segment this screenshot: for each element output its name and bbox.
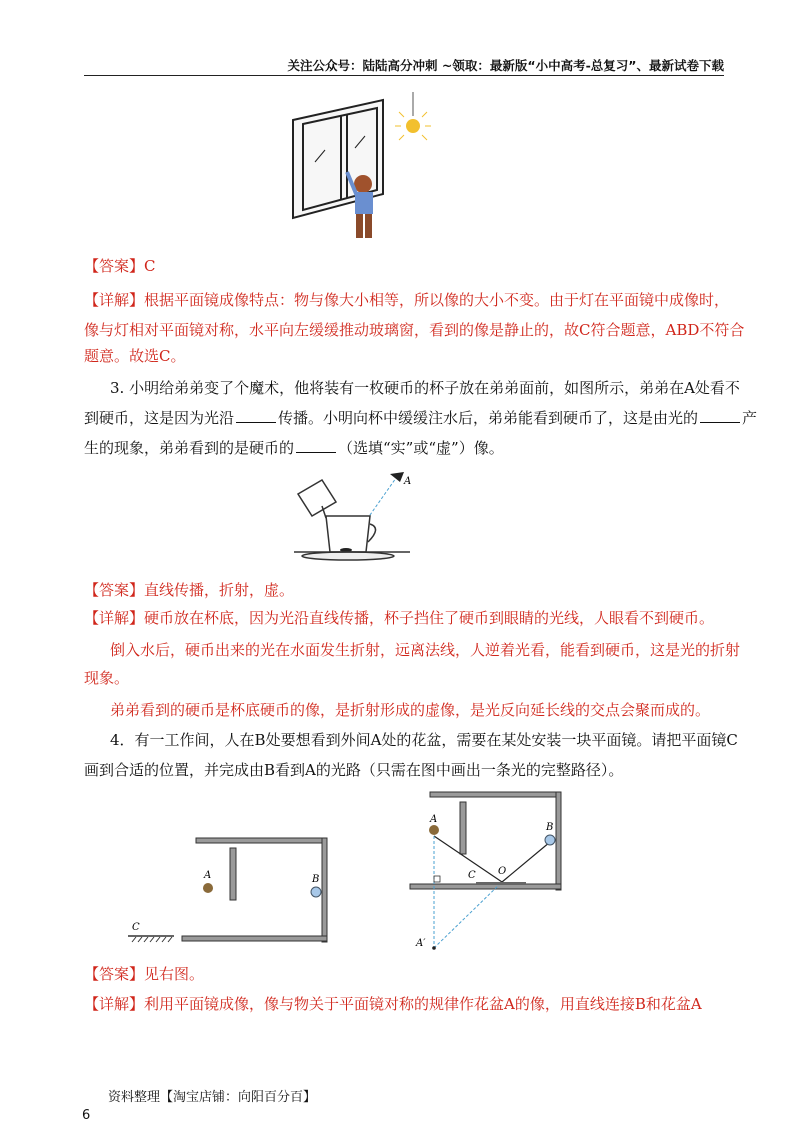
room-walls	[410, 792, 561, 890]
page-number: 6	[82, 1108, 91, 1123]
right-angle-mark	[434, 876, 440, 882]
q2-detail-line-1: 【详解】根据平面镜成像特点：物与像大小相等，所以像的大小不变。由于灯在平面镜中成像时，	[84, 291, 730, 309]
room-figure-left	[126, 832, 336, 950]
q2-answer: 【答案】C	[84, 257, 156, 275]
q3-detail-line-2: 倒入水后，硬币出来的光在水面发生折射，远离法线，人逆着光看，能看到硬币，这是光的折射	[110, 641, 741, 659]
eye-icon	[390, 472, 404, 482]
label-a: A	[404, 476, 412, 487]
q3-question-line-3	[84, 438, 724, 458]
header-rule	[84, 75, 724, 76]
q3-answer: 【答案】直线传播，折射，虚。	[84, 581, 295, 599]
q3-line2-part-b: 传播。小明向杯中缓缓注水后，弟弟能看到硬币了，这是由光的	[278, 409, 699, 427]
q3-detail-line-3: 现象。	[84, 669, 130, 687]
light-ray-out	[502, 842, 550, 882]
q3-blank-1[interactable]	[236, 408, 276, 423]
cup-coin-figure	[292, 466, 412, 572]
label-b: B	[312, 874, 320, 885]
cup	[326, 516, 376, 552]
label-c: C	[468, 870, 476, 881]
q2-detail-line-2: 像与灯相对平面镜对称，水平向左缓缓推动玻璃窗，看到的像是静止的，故C符合题意，ABD不符合	[84, 321, 745, 339]
q3-line2-part-c: 产	[742, 409, 758, 427]
saucer	[302, 552, 394, 560]
flowerpot-a	[429, 825, 439, 835]
window-boy-figure	[285, 92, 445, 244]
label-a-prime: A′	[416, 938, 426, 949]
label-c: C	[132, 922, 140, 933]
q3-line3-part-b: （选填“实”或“虚”）像。	[338, 439, 504, 457]
flowerpot-a	[203, 883, 213, 893]
footer-text: 资料整理【淘宝店铺：向阳百分百】	[108, 1090, 317, 1105]
mirror-c	[476, 882, 526, 885]
lamp-bulb-icon	[395, 92, 431, 140]
label-a: A	[430, 814, 438, 825]
q4-answer: 【答案】见右图。	[84, 965, 205, 983]
boy-figure	[347, 172, 373, 238]
observer-b	[545, 835, 555, 845]
q3-blank-2[interactable]	[700, 408, 740, 423]
q3-question-line-2	[84, 408, 758, 428]
q3-detail-line-1: 【详解】硬币放在杯底，因为光沿直线传播，杯子挡住了硬币到眼睛的光线，人眼看不到硬币。	[84, 609, 715, 627]
q3-line2-part-a: 到硬币，这是因为光沿	[84, 409, 235, 427]
q3-detail-line-4: 弟弟看到的硬币是杯底硬币的像，是折射形成的虚像，是光反向延长线的交点会聚而成的。	[110, 701, 711, 719]
pitcher	[298, 480, 336, 518]
q4-detail-line-1: 【详解】利用平面镜成像，像与物关于平面镜对称的规律作花盆A的像，用直线连接B和花盆A	[84, 995, 702, 1013]
q3-question-line-1: 3. 小明给弟弟变了个魔术，他将装有一枚硬币的杯子放在弟弟面前，如图所示，弟弟在A处看不	[110, 379, 740, 397]
label-a: A	[204, 870, 212, 881]
label-b: B	[546, 822, 554, 833]
label-o: O	[498, 866, 507, 877]
q4-question-line-2: 画到合适的位置，并完成由B看到A的光路（只需在图中画出一条光的完整路径）。	[84, 761, 624, 779]
q3-blank-3[interactable]	[296, 438, 336, 453]
page-header: 关注公众号：陆陆高分冲刺 ~领取：最新版“小中高考-总复习”、最新试卷下载	[287, 58, 724, 73]
image-point	[432, 946, 436, 950]
q2-detail-line-3: 题意。故选C。	[84, 347, 186, 365]
observer-b	[311, 887, 321, 897]
room-figure-right	[408, 786, 568, 952]
q4-question-line-1: 4．有一工作间，人在B处要想看到外间A处的花盆，需要在某处安装一块平面镜。请把平面镜C	[110, 731, 738, 749]
q3-line3-part-a: 生的现象，弟弟看到的是硬币的	[84, 439, 295, 457]
virtual-ray	[434, 882, 502, 948]
